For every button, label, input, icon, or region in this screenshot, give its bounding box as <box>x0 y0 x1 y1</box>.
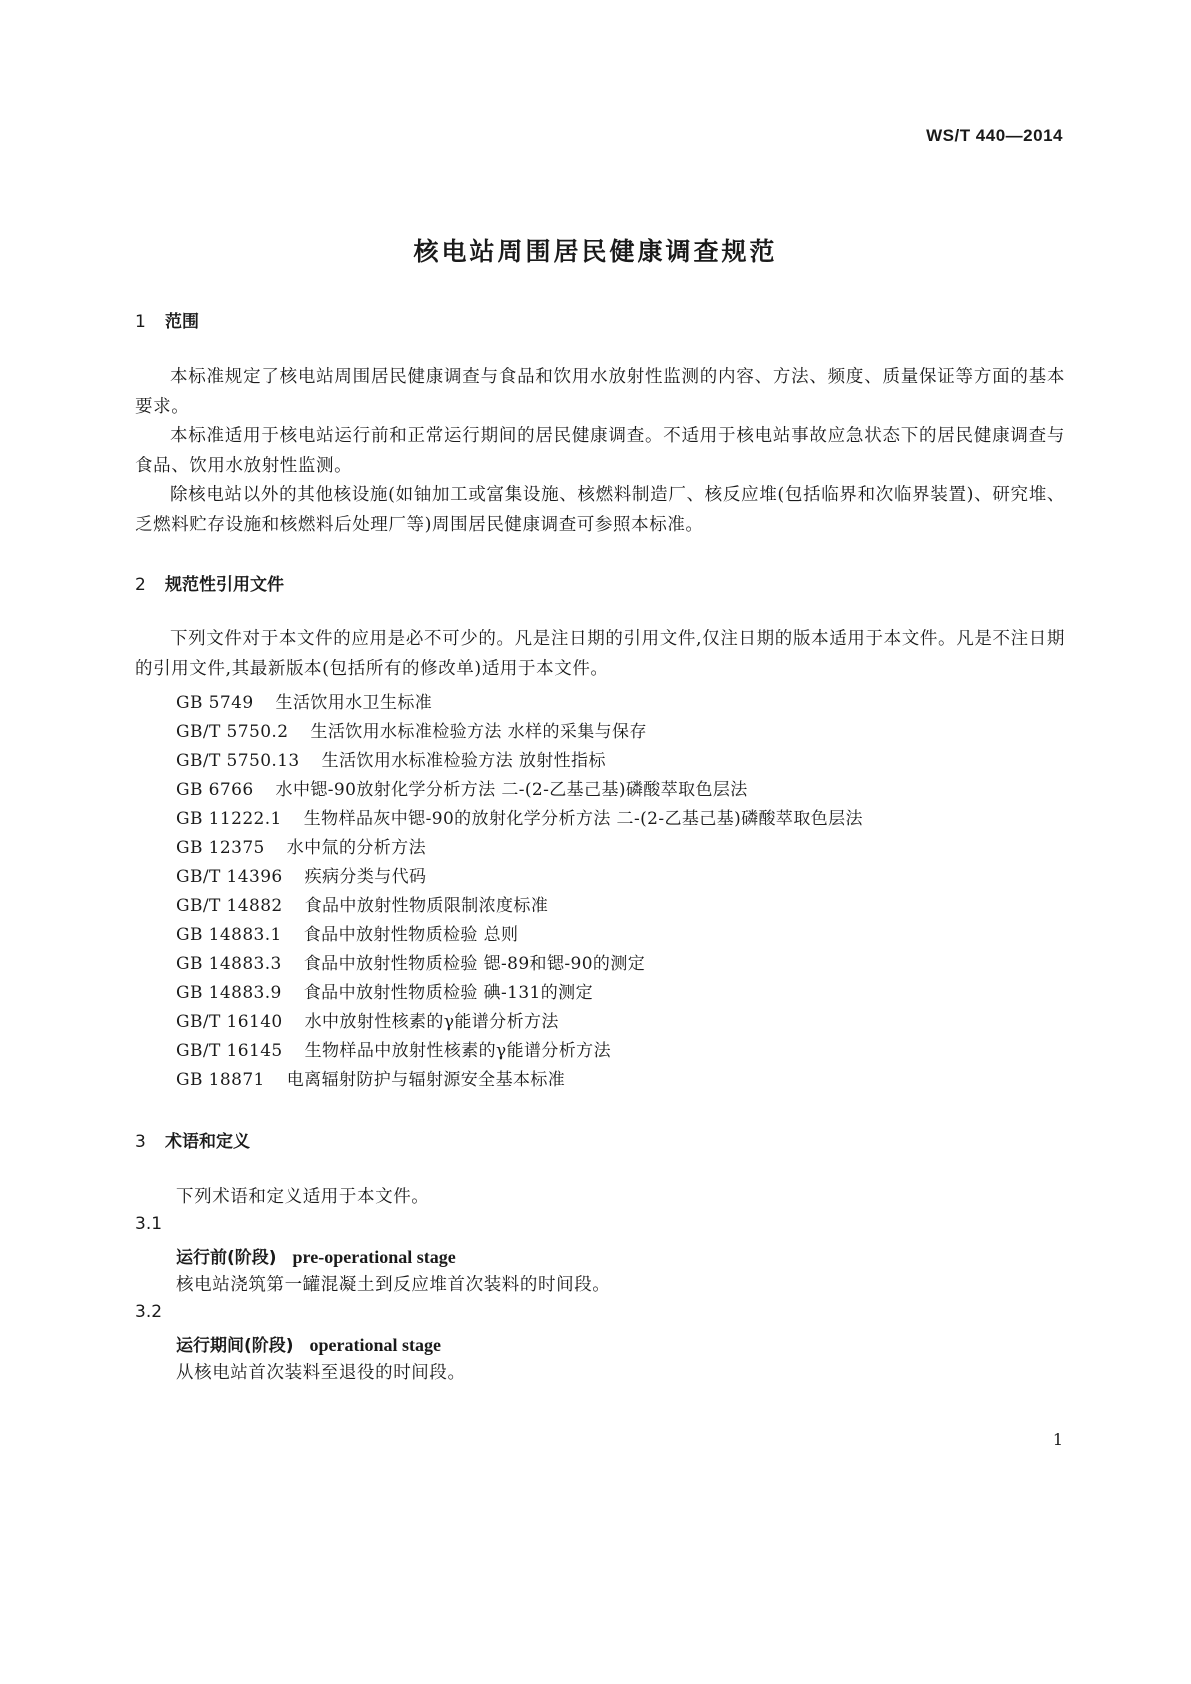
section-heading-normative-references <box>135 570 284 595</box>
section-title: 术语和定义 <box>165 1132 250 1152</box>
reference-item: GB 14883.3 食品中放射性物质检验 锶-89和锶-90的测定 <box>176 954 646 974</box>
reference-item: GB/T 16145 生物样品中放射性核素的γ能谱分析方法 <box>176 1041 611 1061</box>
reference-item: GB 5749 生活饮用水卫生标准 <box>176 693 433 713</box>
reference-item: GB 14883.1 食品中放射性物质检验 总则 <box>176 925 519 945</box>
references-intro: 下列文件对于本文件的应用是必不可少的。凡是注日期的引用文件,仅注日期的版本适用于本文件。凡是不注日期的引用文件,其最新版本(包括所有的修改单)适用于本文件。 <box>135 629 1065 679</box>
reference-item: GB 12375 水中氚的分析方法 <box>176 838 426 858</box>
term-number: 3.1 <box>135 1214 163 1234</box>
term-number: 3.2 <box>135 1302 163 1322</box>
page-number: 1 <box>1052 1430 1063 1449</box>
reference-item: GB/T 16140 水中放射性核素的γ能谱分析方法 <box>176 1012 559 1032</box>
scope-paragraph-3: 除核电站以外的其他核设施(如铀加工或富集设施、核燃料制造厂、核反应堆(包括临界和次临界装置)、研究堆、乏燃料贮存设施和核燃料后处理厂等)周围居民健康调查可参照本标准。 <box>135 485 1065 535</box>
section-number: 1 <box>135 312 146 332</box>
reference-item: GB/T 5750.13 生活饮用水标准检验方法 放射性指标 <box>176 751 606 771</box>
term-title: 运行期间(阶段) operational stage <box>176 1335 442 1356</box>
term-title: 运行前(阶段) pre-operational stage <box>176 1247 456 1268</box>
reference-item: GB/T 5750.2 生活饮用水标准检验方法 水样的采集与保存 <box>176 722 647 742</box>
scope-paragraph-1: 本标准规定了核电站周围居民健康调查与食品和饮用水放射性监测的内容、方法、频度、质量保证等方面的基本要求。 <box>135 367 1065 417</box>
standard-code: WS/T 440—2014 <box>926 126 1063 145</box>
reference-item: GB 11222.1 生物样品灰中锶-90的放射化学分析方法 二-(2-乙基己基)磷酸萃取色层法 <box>176 809 863 829</box>
reference-item: GB/T 14882 食品中放射性物质限制浓度标准 <box>176 896 549 916</box>
section-number: 2 <box>135 575 146 595</box>
document-title: 核电站周围居民健康调查规范 <box>413 237 778 266</box>
scope-paragraph-2: 本标准适用于核电站运行前和正常运行期间的居民健康调查。不适用于核电站事故应急状态下的居民健康调查与食品、饮用水放射性监测。 <box>135 426 1065 476</box>
section-heading-scope <box>135 307 199 332</box>
section-title: 规范性引用文件 <box>165 575 284 595</box>
reference-item: GB 14883.9 食品中放射性物质检验 碘-131的测定 <box>176 983 593 1003</box>
section-number: 3 <box>135 1132 146 1152</box>
term-definition: 从核电站首次装料至退役的时间段。 <box>176 1363 466 1383</box>
section-title: 范围 <box>165 312 199 332</box>
reference-item: GB 6766 水中锶-90放射化学分析方法 二-(2-乙基己基)磷酸萃取色层法 <box>176 780 748 800</box>
terms-intro: 下列术语和定义适用于本文件。 <box>176 1187 430 1207</box>
reference-item: GB 18871 电离辐射防护与辐射源安全基本标准 <box>176 1070 566 1090</box>
reference-item: GB/T 14396 疾病分类与代码 <box>176 867 427 887</box>
term-definition: 核电站浇筑第一罐混凝土到反应堆首次装料的时间段。 <box>176 1275 611 1295</box>
section-heading-terms <box>135 1127 250 1152</box>
